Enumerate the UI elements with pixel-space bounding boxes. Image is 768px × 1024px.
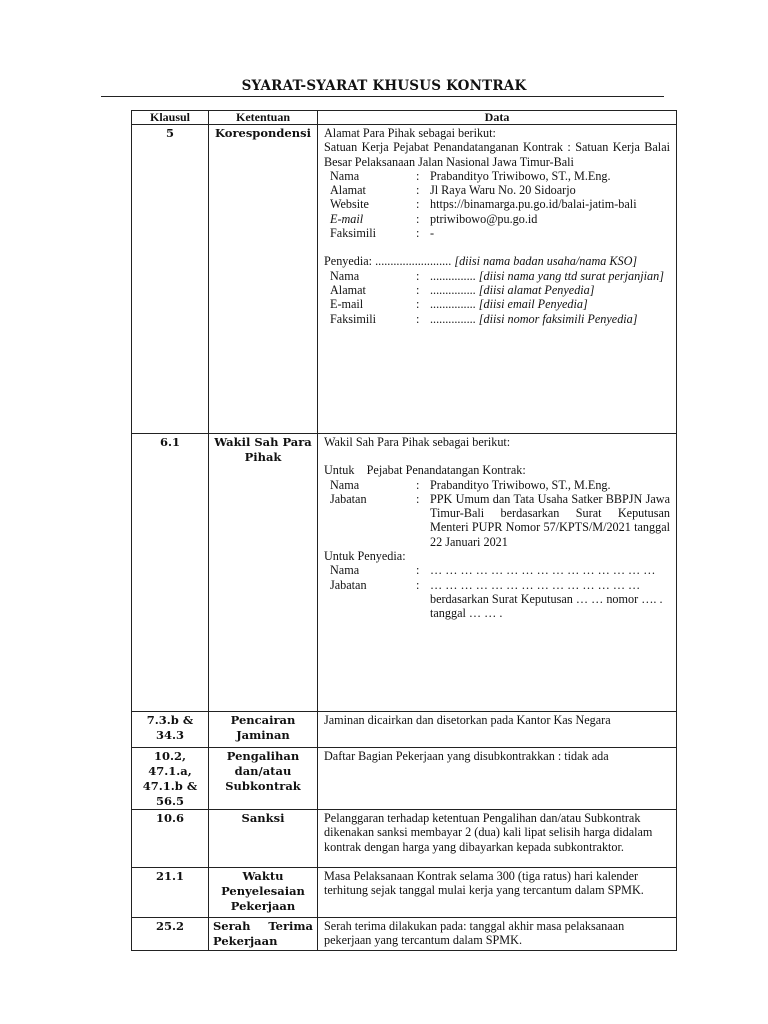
data-intro: Wakil Sah Para Pihak sebagai berikut: — [324, 435, 511, 449]
klausul-cell: 10.6 — [132, 810, 209, 868]
ketentuan-cell: Wakil Sah Para Pihak — [209, 434, 318, 712]
penyedia-line — [324, 254, 670, 268]
field-label: E-mail — [330, 211, 364, 226]
field-note: [diisi alamat Penyedia] — [478, 282, 595, 297]
klausul-cell: 25.2 — [132, 918, 209, 951]
field-row: Website : https://binamarga.pu.go.id/balai-jatim-bali — [324, 197, 670, 211]
field-value: Prabandityo Triwibowo, ST., M.Eng. — [430, 168, 611, 183]
klausul-cell: 6.1 — [132, 434, 209, 712]
penyedia-prefix: Penyedia: ......................... — [324, 254, 452, 269]
document-title: SYARAT-SYARAT KHUSUS KONTRAK — [241, 78, 527, 94]
table-header-row — [132, 111, 677, 125]
field-label: Nama — [330, 168, 360, 183]
field-value: https://binamarga.pu.go.id/balai-jatim-bali — [430, 197, 637, 212]
field-row: Nama : Prabandityo Triwibowo, ST., M.Eng. — [324, 169, 670, 183]
untuk-ppk: Untuk Pejabat Penandatangan Kontrak: — [324, 463, 526, 478]
data-cell: Jaminan dicairkan dan disetorkan pada Kantor Kas Negara — [318, 712, 677, 748]
dots: ............... — [430, 268, 476, 283]
field-note: [diisi nama yang ttd surat perjanjian] — [478, 268, 664, 283]
ketentuan-cell: Korespondensi — [209, 125, 318, 434]
field-row: Nama : Prabandityo Triwibowo, ST., M.Eng. — [324, 478, 670, 492]
header-klausul: Klausul — [132, 111, 209, 125]
field-value: Prabandityo Triwibowo, ST., M.Eng. — [430, 477, 611, 492]
field-note: [diisi email Penyedia] — [478, 297, 588, 312]
field-label: E-mail — [330, 297, 364, 312]
field-value: - — [430, 226, 435, 241]
field-row: E-mail : ............... [diisi email Penyedia] — [324, 297, 670, 311]
field-row: Faksimili : ............... [diisi nomor faksimili Penyedia] — [324, 312, 670, 326]
field-row: Jabatan : … … … … … … … … … … … … … … berdasarkan Surat Keputusan … … nomor …. . tanggal … … . — [324, 578, 670, 621]
title-underline — [101, 96, 664, 97]
field-value: Jl Raya Waru No. 20 Sidoarjo — [430, 183, 576, 198]
field-value: … … … … … … … … … … … … … … … — [430, 563, 656, 578]
ketentuan-cell: Pengalihan dan/atau Subkontrak — [209, 748, 318, 810]
data-cell: Serah terima dilakukan pada: tanggal akhir masa pelaksanaan pekerjaan yang tercantum dalam SPMK. — [318, 918, 677, 951]
field-label: Website — [330, 197, 369, 212]
field-row: Faksimili : - — [324, 226, 670, 240]
field-label: Faksimili — [330, 226, 377, 241]
field-label: Faksimili — [330, 311, 377, 326]
table-row — [132, 434, 677, 712]
field-row: Nama : … … … … … … … … … … … … … … … — [324, 563, 670, 577]
dots: ............... — [430, 297, 476, 312]
field-value: … … … … … … … … … … … … … … berdasarkan Surat Keputusan … … nomor …. . tanggal … … . — [430, 577, 663, 621]
field-value: PPK Umum dan Tata Usaha Satker BBPJN Jawa Timur-Bali berdasarkan Surat Keputusan Menteri PUPR Nomor 57/KPTS/M/2021 tanggal 22 Januari 2021 — [430, 491, 670, 549]
field-row: E-mail : ptriwibowo@pu.go.id — [324, 212, 670, 226]
table-row — [132, 810, 677, 868]
table-row — [132, 712, 677, 748]
table-row — [132, 125, 677, 434]
data-cell: Masa Pelaksanaan Kontrak selama 300 (tiga ratus) hari kalender terhitung sejak tanggal mulai kerja yang tercantum dalam SPMK. — [318, 868, 677, 918]
ketentuan-cell: Pencairan Jaminan — [209, 712, 318, 748]
ketentuan-cell: Serah Terima Pekerjaan — [209, 918, 318, 951]
klausul-cell: 7.3.b & 34.3 — [132, 712, 209, 748]
field-label: Alamat — [330, 183, 366, 198]
data-cell: Pelanggaran terhadap ketentuan Pengalihan dan/atau Subkontrak dikenakan sanksi membayar 2 (dua) kali lipat selisih harga didalam kontrak dengan harga yang dibayarkan kepada subkontraktor. — [318, 810, 677, 868]
klausul-cell: 21.1 — [132, 868, 209, 918]
ketentuan-cell: Waktu Penyelesaian Pekerjaan — [209, 868, 318, 918]
data-cell: Daftar Bagian Pekerjaan yang disubkontrakkan : tidak ada — [318, 748, 677, 810]
untuk-penyedia: Untuk Penyedia: — [324, 549, 406, 564]
field-label: Jabatan — [330, 491, 367, 506]
field-note: [diisi nomor faksimili Penyedia] — [478, 311, 638, 326]
satuan-kerja-text: Satuan Kerja Pejabat Penandatanganan Kontrak : Satuan Kerja Balai Besar Pelaksanaan Jalan Nasional Jawa Timur-Bali — [324, 140, 670, 169]
field-row: Jabatan : PPK Umum dan Tata Usaha Satker BBPJN Jawa Timur-Bali berdasarkan Surat Keputusan Menteri PUPR Nomor 57/KPTS/M/2021 tanggal 22 Januari 2021 — [324, 492, 670, 549]
ketentuan-cell: Sanksi — [209, 810, 318, 868]
dots: ............... — [430, 311, 476, 326]
header-data: Data — [318, 111, 677, 125]
table-row — [132, 748, 677, 810]
field-label: Alamat — [330, 282, 366, 297]
data-cell — [318, 434, 677, 712]
klausul-cell: 10.2, 47.1.a, 47.1.b & 56.5 — [132, 748, 209, 810]
field-label: Nama — [330, 477, 360, 492]
field-row: Alamat : ............... [diisi alamat Penyedia] — [324, 283, 670, 297]
field-row: Nama : ............... [diisi nama yang ttd surat perjanjian] — [324, 269, 670, 283]
data-intro: Alamat Para Pihak sebagai berikut: — [324, 126, 496, 140]
table-row — [132, 868, 677, 918]
header-ketentuan: Ketentuan — [209, 111, 318, 125]
field-label: Nama — [330, 268, 360, 283]
field-label: Jabatan — [330, 577, 367, 592]
field-row: Alamat : Jl Raya Waru No. 20 Sidoarjo — [324, 183, 670, 197]
data-cell — [318, 125, 677, 434]
contract-table — [131, 110, 677, 951]
field-label: Nama — [330, 563, 360, 578]
klausul-cell: 5 — [132, 125, 209, 434]
penyedia-note: [diisi nama badan usaha/nama KSO] — [454, 254, 638, 269]
table-row — [132, 918, 677, 951]
dots: ............... — [430, 282, 476, 297]
field-value: ptriwibowo@pu.go.id — [430, 211, 538, 226]
